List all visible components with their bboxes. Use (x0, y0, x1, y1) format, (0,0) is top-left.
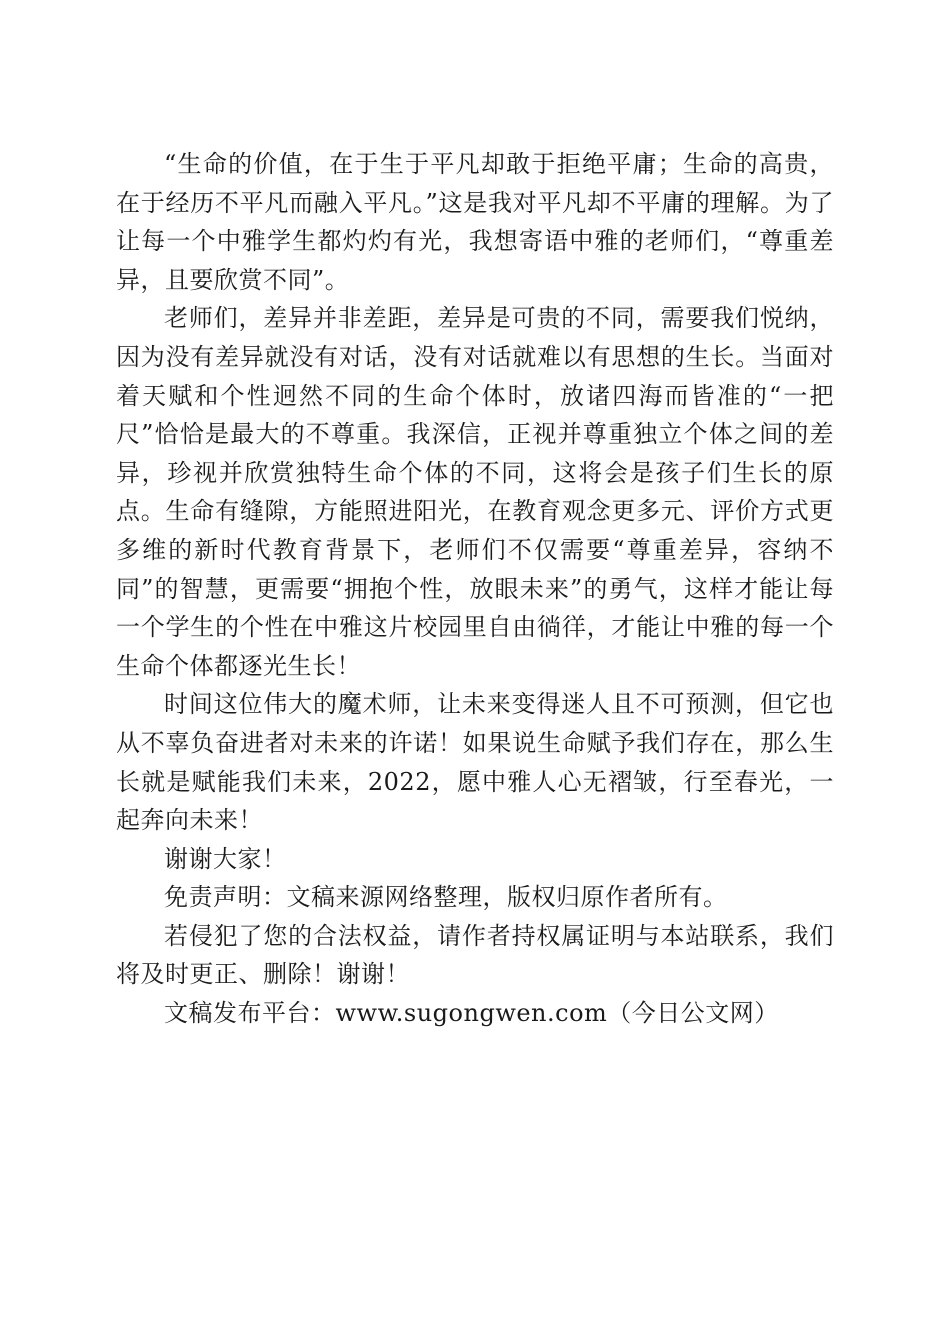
paragraph-time-magician: 时间这位伟大的魔术师，让未来变得迷人且不可预测，但它也从不辜负奋进者对未来的许诺！如果说生命赋予我们存在，那么生长就是赋能我们未来，2022，愿中雅人心无褶皱，行至春光，一起奔向未来！ (116, 690, 834, 835)
document-body (116, 145, 834, 1033)
paragraph-life-value: “生命的价值，在于生于平凡却敢于拒绝平庸；生命的高贵，在于经历不平凡而融入平凡。”这是我对平凡却不平庸的理解。为了让每一个中雅学生都灼灼有光，我想寄语中雅的老师们，“尊重差异，且要欣赏不同”。 (116, 150, 834, 294)
paragraph-publish-platform: 文稿发布平台：www.sugongwen.com（今日公文网） (164, 999, 779, 1028)
paragraph-thanks: 谢谢大家！ (164, 844, 287, 873)
paragraph-disclaimer: 免责声明：文稿来源网络整理，版权归原作者所有。 (164, 883, 728, 912)
paragraph-teachers-difference: 老师们，差异并非差距，差异是可贵的不同，需要我们悦纳，因为没有差异就没有对话，没有对话就难以有思想的生长。当面对着天赋和个性迥然不同的生命个体时，放诸四海而皆准的“一把尺”恰恰是最大的不尊重。我深信，正视并尊重独立个体之间的差异，珍视并欣赏独特生命个体的不同，这将会是孩子们生长的原点。生命有缝隙，方能照进阳光，在教育观念更多元、评价方式更多维的新时代教育背景下，老师们不仅需要“尊重差异，容纳不同”的智慧，更需要“拥抱个性，放眼未来”的勇气，这样才能让每一个学生的个性在中雅这片校园里自由徜徉，才能让中雅的每一个生命个体都逐光生长！ (116, 304, 834, 680)
paragraph-infringement-notice: 若侵犯了您的合法权益，请作者持权属证明与本站联系，我们将及时更正、删除！谢谢！ (116, 921, 834, 989)
